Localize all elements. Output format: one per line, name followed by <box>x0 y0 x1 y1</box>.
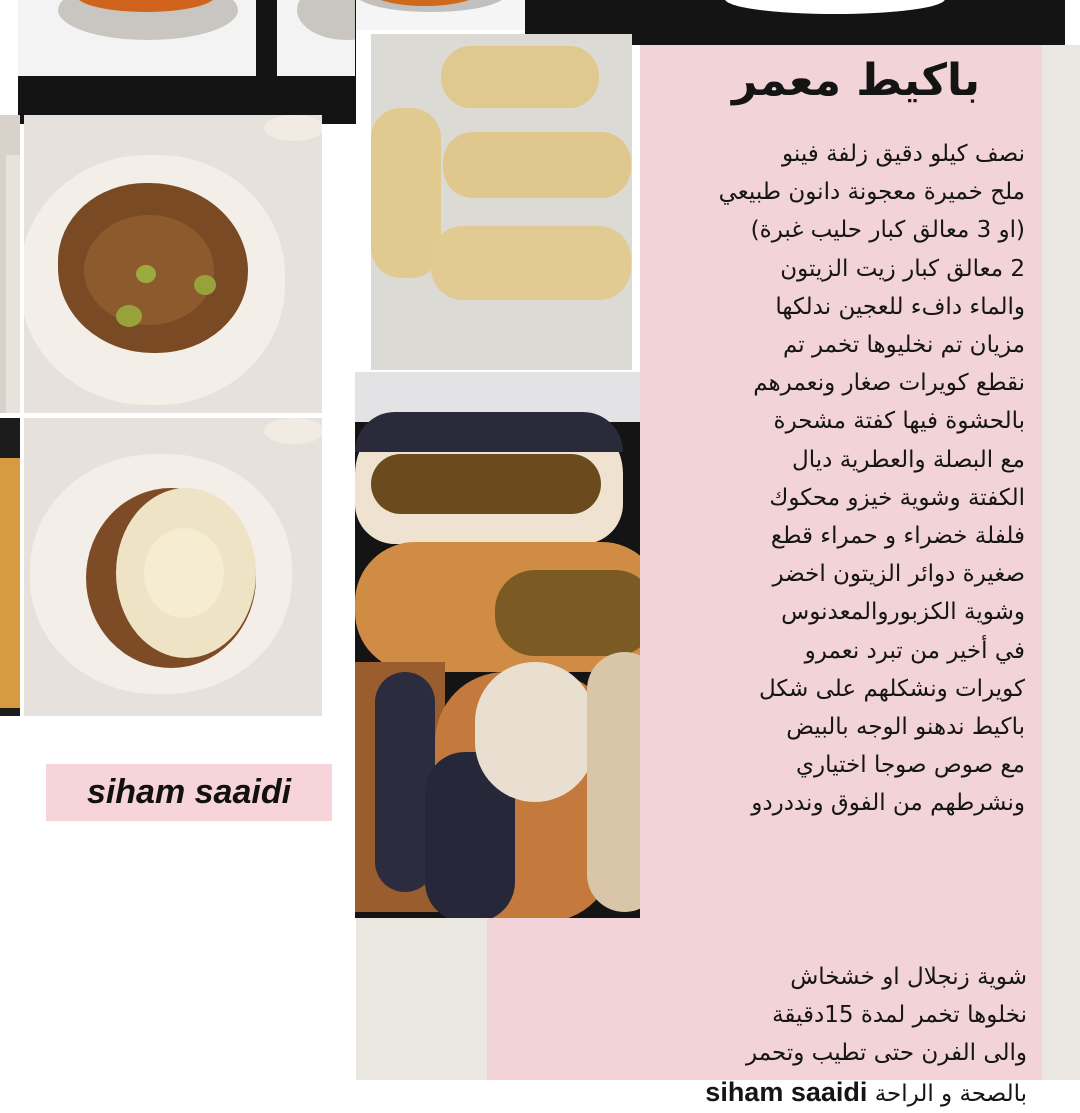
recipe-line: فلفلة خضراء و حمراء قطع <box>770 523 1025 550</box>
dough-cheese-photo <box>24 418 322 716</box>
instruction-lines-bottom <box>487 958 1027 1113</box>
bowl-photo-right <box>277 0 355 76</box>
recipe-line: شوية زنجلال او خشخاش <box>790 964 1027 990</box>
bowl-photo-right2 <box>356 0 526 30</box>
ingredient-lines <box>640 135 1025 823</box>
recipe-title: باكيط معمر <box>732 55 980 106</box>
recipe-line: باكيط ندهنو الوجه بالبيض <box>786 714 1025 741</box>
right-grey-border <box>1042 45 1080 1080</box>
recipe-final-line <box>487 1073 1027 1113</box>
recipe-line: 2 معالق كبار زيت الزيتون <box>780 255 1025 282</box>
baked-loaves-photo <box>371 34 632 370</box>
recipe-line: كويرات ونشكلهم على شكل <box>758 675 1025 702</box>
recipe-line: وشوية الكزبوروالمعدنوس <box>781 599 1025 626</box>
recipe-line: نصف كيلو دقيق زلفة فينو <box>782 141 1025 167</box>
inline-signature: siham saaidi <box>705 1076 868 1107</box>
stuffed-bread-photo <box>355 372 662 918</box>
recipe-line: نخلوها تخمر لمدة 15دقيقة <box>772 1002 1027 1029</box>
recipe-line: نقطع كويرات صغار ونعمرهم <box>753 370 1025 397</box>
recipe-line: ونشرطهم من الفوق ونددردو <box>751 790 1025 817</box>
recipe-line: صغيرة دوائر الزيتون اخضر <box>772 561 1025 588</box>
bottom-grey-strip <box>356 918 487 1080</box>
recipe-line: مزيان تم نخليوها تخمر تم <box>782 332 1025 359</box>
recipe-line: والماء دافء للعجين ندلكها <box>775 293 1025 320</box>
recipe-line: مع البصلة والعطرية ديال <box>792 446 1025 473</box>
signature-label: siham saaidi <box>46 764 332 821</box>
recipe-line: ملح خميرة معجونة دانون طبيعي <box>718 179 1025 206</box>
recipe-line: بالصحة و الراحة <box>874 1080 1027 1107</box>
left-edge-photo-top <box>0 115 20 413</box>
recipe-line: والى الفرن حتى تطيب وتحمر <box>746 1040 1027 1067</box>
recipe-line: (او 3 معالق كبار حليب غبرة) <box>750 217 1025 244</box>
dough-filling-photo <box>24 115 322 413</box>
left-edge-photo-bottom <box>0 418 20 716</box>
recipe-line: بالحشوة فيها كفتة مشحرة <box>773 408 1025 435</box>
recipe-line: مع صوص صوجا اختياري <box>796 752 1025 779</box>
bowl-photo-left <box>18 0 256 76</box>
recipe-line: الكفتة وشوية خيزو محكوك <box>769 484 1025 511</box>
recipe-line: في أخير من تبرد نعمرو <box>804 637 1025 664</box>
